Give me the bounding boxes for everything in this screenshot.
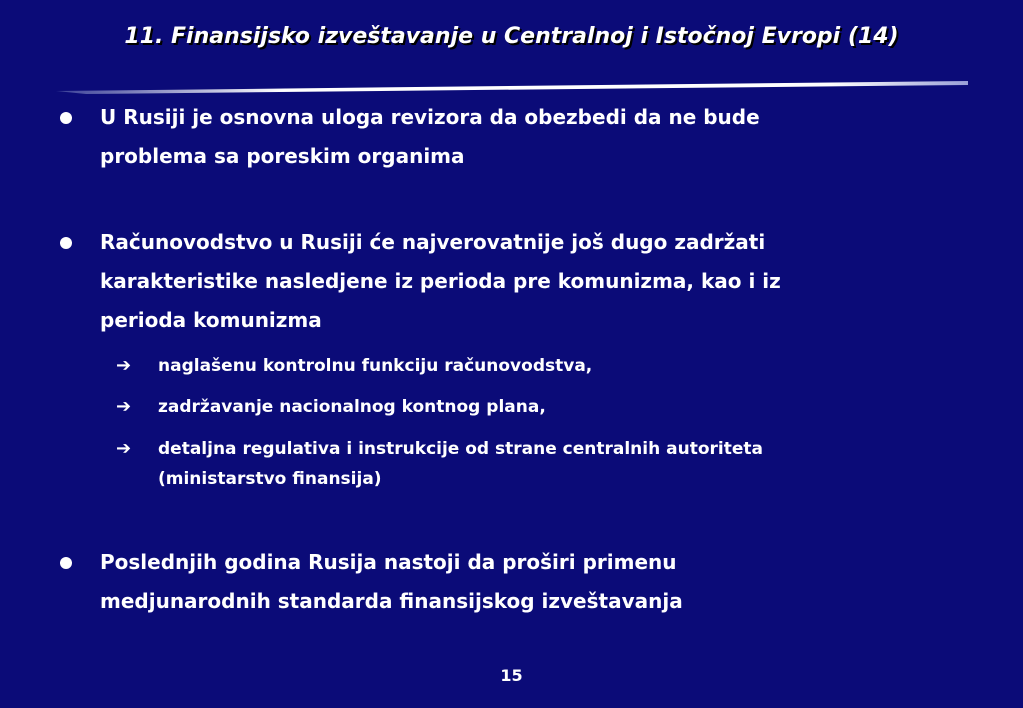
sub-item-1 [116, 351, 936, 381]
arrow-right-icon: ➔ [116, 396, 132, 417]
bullet-dot-icon [60, 557, 72, 569]
sub-item-3 [116, 434, 936, 494]
bullet-line: karakteristike nasledjene iz perioda pre komunizma, kao i iz [100, 269, 781, 293]
bullet-line: perioda komunizma [100, 308, 322, 332]
page-number: 15 [500, 666, 523, 685]
bullet-item-3 [60, 543, 930, 621]
arrow-right-icon: ➔ [116, 438, 132, 459]
bullet-line: problema sa poreskim organima [100, 144, 465, 168]
arrow-right-icon: ➔ [116, 355, 132, 376]
bullet-line: Poslednjih godina Rusija nastoji da proširi primenu [100, 550, 677, 574]
bullet-item-1 [60, 98, 930, 176]
bullet-item-2 [60, 223, 930, 340]
sub-item-2 [116, 392, 936, 422]
sub-item-line: zadržavanje nacionalnog kontnog plana, [158, 397, 546, 417]
sub-item-line: (ministarstvo finansija) [158, 469, 382, 489]
sub-item-line: naglašenu kontrolnu funkciju računovodstva, [158, 356, 593, 376]
bullet-line: U Rusiji je osnovna uloga revizora da obezbedi da ne bude [100, 105, 760, 129]
bullet-dot-icon [60, 237, 72, 249]
slide-title: 11. Finansijsko izveštavanje u Centralnoj i Istočnoj Evropi (14) [124, 24, 899, 49]
sub-item-line: detaljna regulativa i instrukcije od strane centralnih autoriteta [158, 439, 763, 459]
bullet-line: Računovodstvo u Rusiji će najverovatnije još dugo zadržati [100, 230, 766, 254]
bullet-dot-icon [60, 112, 72, 124]
bullet-line: medjunarodnih standarda finansijskog izveštavanja [100, 589, 683, 613]
